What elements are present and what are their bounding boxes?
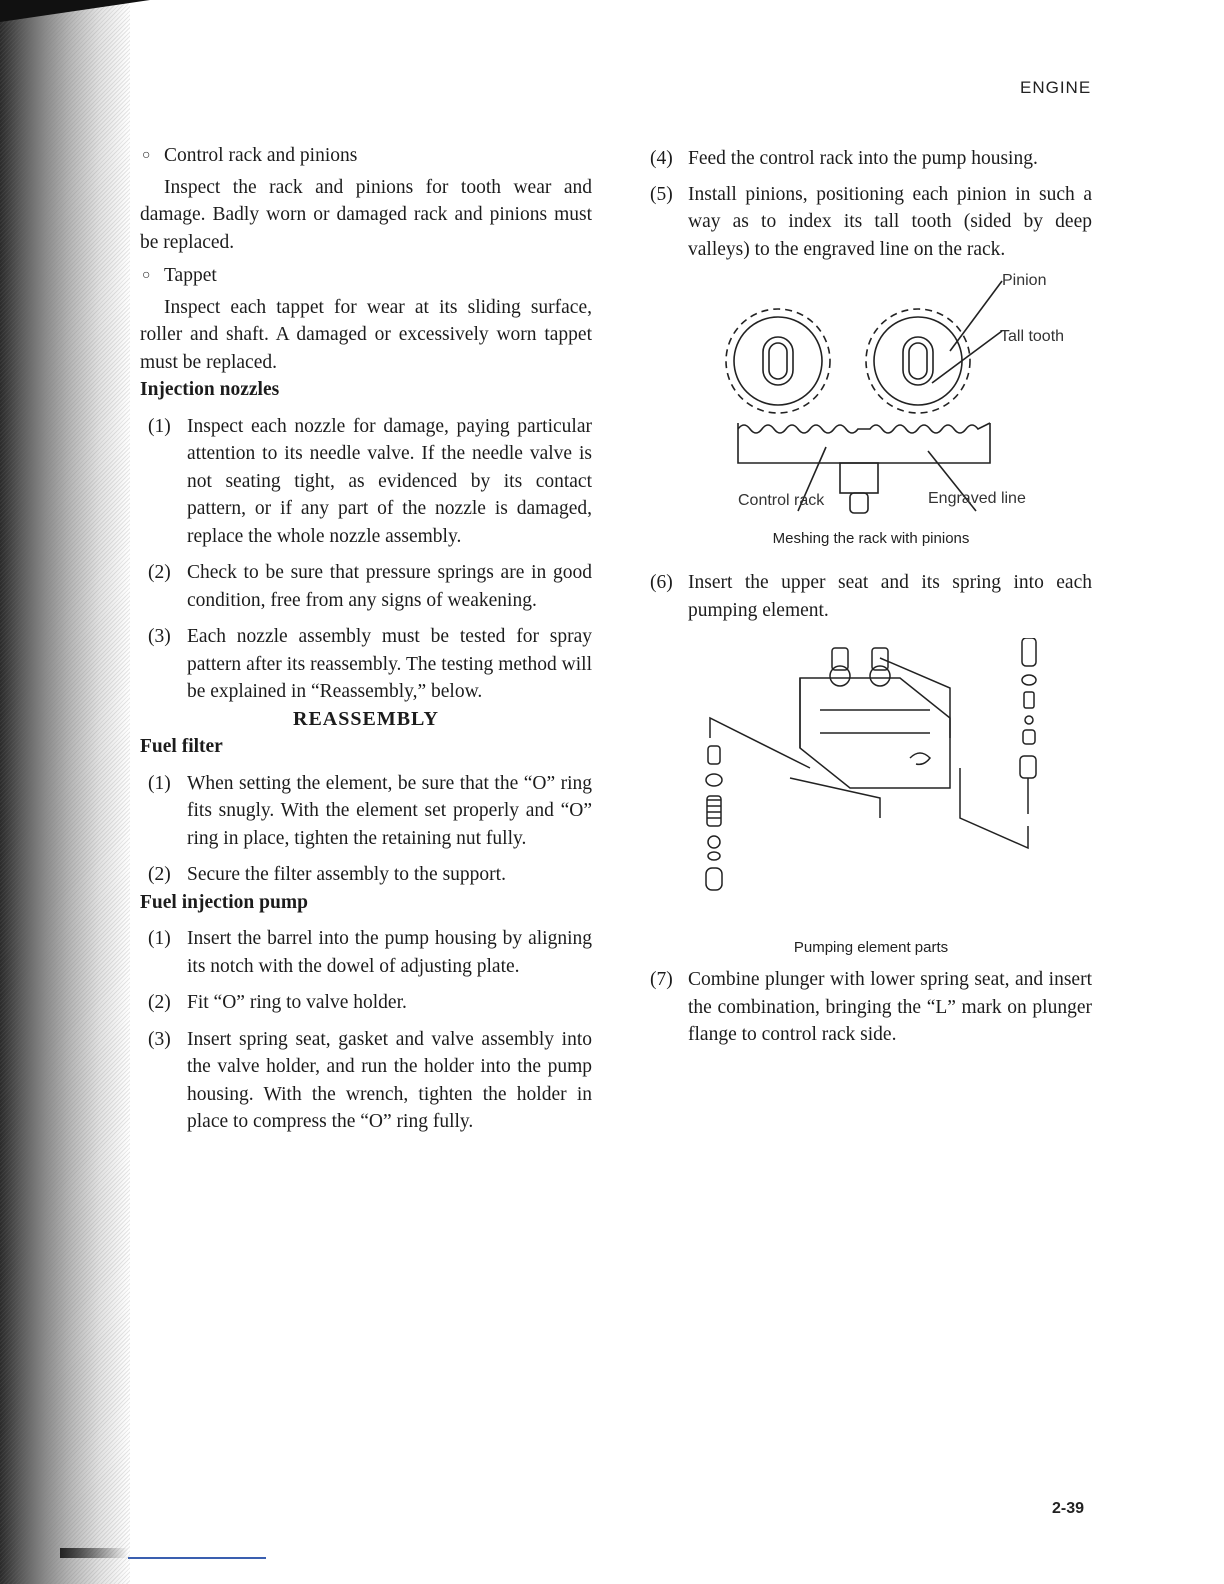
figure-caption: Pumping element parts [793, 939, 949, 956]
bottom-rule [128, 1557, 266, 1559]
bullet-dot-icon: ○ [142, 148, 151, 163]
bullet-text: Inspect each tappet for wear at its sliding surface, roller and shaft. A damaged or excessively worn tappet must be replaced. [140, 296, 592, 373]
section-title: REASSEMBLY [293, 707, 439, 730]
right-pinion-gear-icon [866, 309, 970, 413]
label-tall-tooth: Tall tooth [1000, 328, 1065, 345]
pumping-element-diagram [650, 638, 1092, 928]
bullet-dot-icon: ○ [142, 268, 151, 283]
left-column [140, 142, 592, 1136]
list-item: (2) Fit “O” ring to valve holder. [148, 992, 407, 1013]
lower-parts-stack-icon [706, 746, 722, 890]
list-item: (7) Combine plunger with lower spring seat, and insert the combination, bringing the “L” mark on plunger flange to control rack side. [650, 969, 1092, 1045]
label-control-rack: Control rack [738, 492, 825, 509]
upper-parts-stack-icon [1020, 638, 1036, 814]
scan-corner-shadow [0, 0, 150, 22]
running-header: ENGINE [1020, 78, 1092, 97]
list-item: (4) Feed the control rack into the pump housing. [650, 148, 1038, 169]
page-number: 2-39 [1052, 1500, 1085, 1517]
subheading-fuel-injection-pump: Fuel injection pump [140, 891, 308, 913]
right-column [650, 145, 1092, 1049]
list-item: (2) Secure the filter assembly to the support. [148, 864, 506, 885]
figure-rack-pinions [650, 271, 1092, 561]
list-item: (2) Check to be sure that pressure springs are in good condition, free from any signs of weakening. [148, 562, 592, 611]
label-engraved-line: Engraved line [928, 490, 1026, 507]
figure-pumping-element [650, 638, 1092, 958]
rack-pinion-diagram [650, 271, 1092, 521]
list-item: (6) Insert the upper seat and its spring into each pumping element. [650, 572, 1092, 621]
bullet-heading: ○ Tappet [140, 262, 592, 290]
subheading-fuel-filter: Fuel filter [140, 736, 223, 757]
pump-housing-icon [800, 648, 950, 788]
list-item: (5) Install pinions, positioning each pinion in such a way as to index its tall tooth (sided by deep valleys) to the engraved line on the rack. [650, 183, 1092, 260]
subheading-injection-nozzles: Injection nozzles [140, 379, 280, 400]
bullet-text: Inspect the rack and pinions for tooth wear and damage. Badly worn or damaged rack and pinions must be replaced. [140, 176, 592, 253]
scanned-binding-edge [0, 0, 130, 1584]
list-item: (1) Inspect each nozzle for damage, paying particular attention to its needle valve. If the needle valve is not seating tight, as evidenced by its contact pattern, or if any part of the nozzle is damaged, replace the whole nozzle assembly. [148, 415, 592, 547]
scan-corner-shadow-bottom [60, 1548, 128, 1558]
list-item: (3) Insert spring seat, gasket and valve assembly into the valve holder, and run the holder into the pump housing. With the wrench, tighten the holder in place to compress the “O” ring fully. [148, 1028, 592, 1132]
list-item: (1) Insert the barrel into the pump housing by aligning its notch with the dowel of adjusting plate. [148, 928, 592, 977]
list-item: (3) Each nozzle assembly must be tested for spray pattern after its reassembly. The testing method will be explained in “Reassembly,” below. [148, 626, 592, 702]
label-pinion: Pinion [1002, 272, 1047, 289]
bullet-heading: ○ Control rack and pinions [140, 142, 592, 170]
left-pinion-gear-icon [726, 309, 830, 413]
figure-caption: Meshing the rack with pinions [772, 530, 970, 547]
list-item: (1) When setting the element, be sure that the “O” ring fits snugly. With the element set properly and “O” ring in place, tighten the retaining nut fully. [148, 772, 592, 849]
